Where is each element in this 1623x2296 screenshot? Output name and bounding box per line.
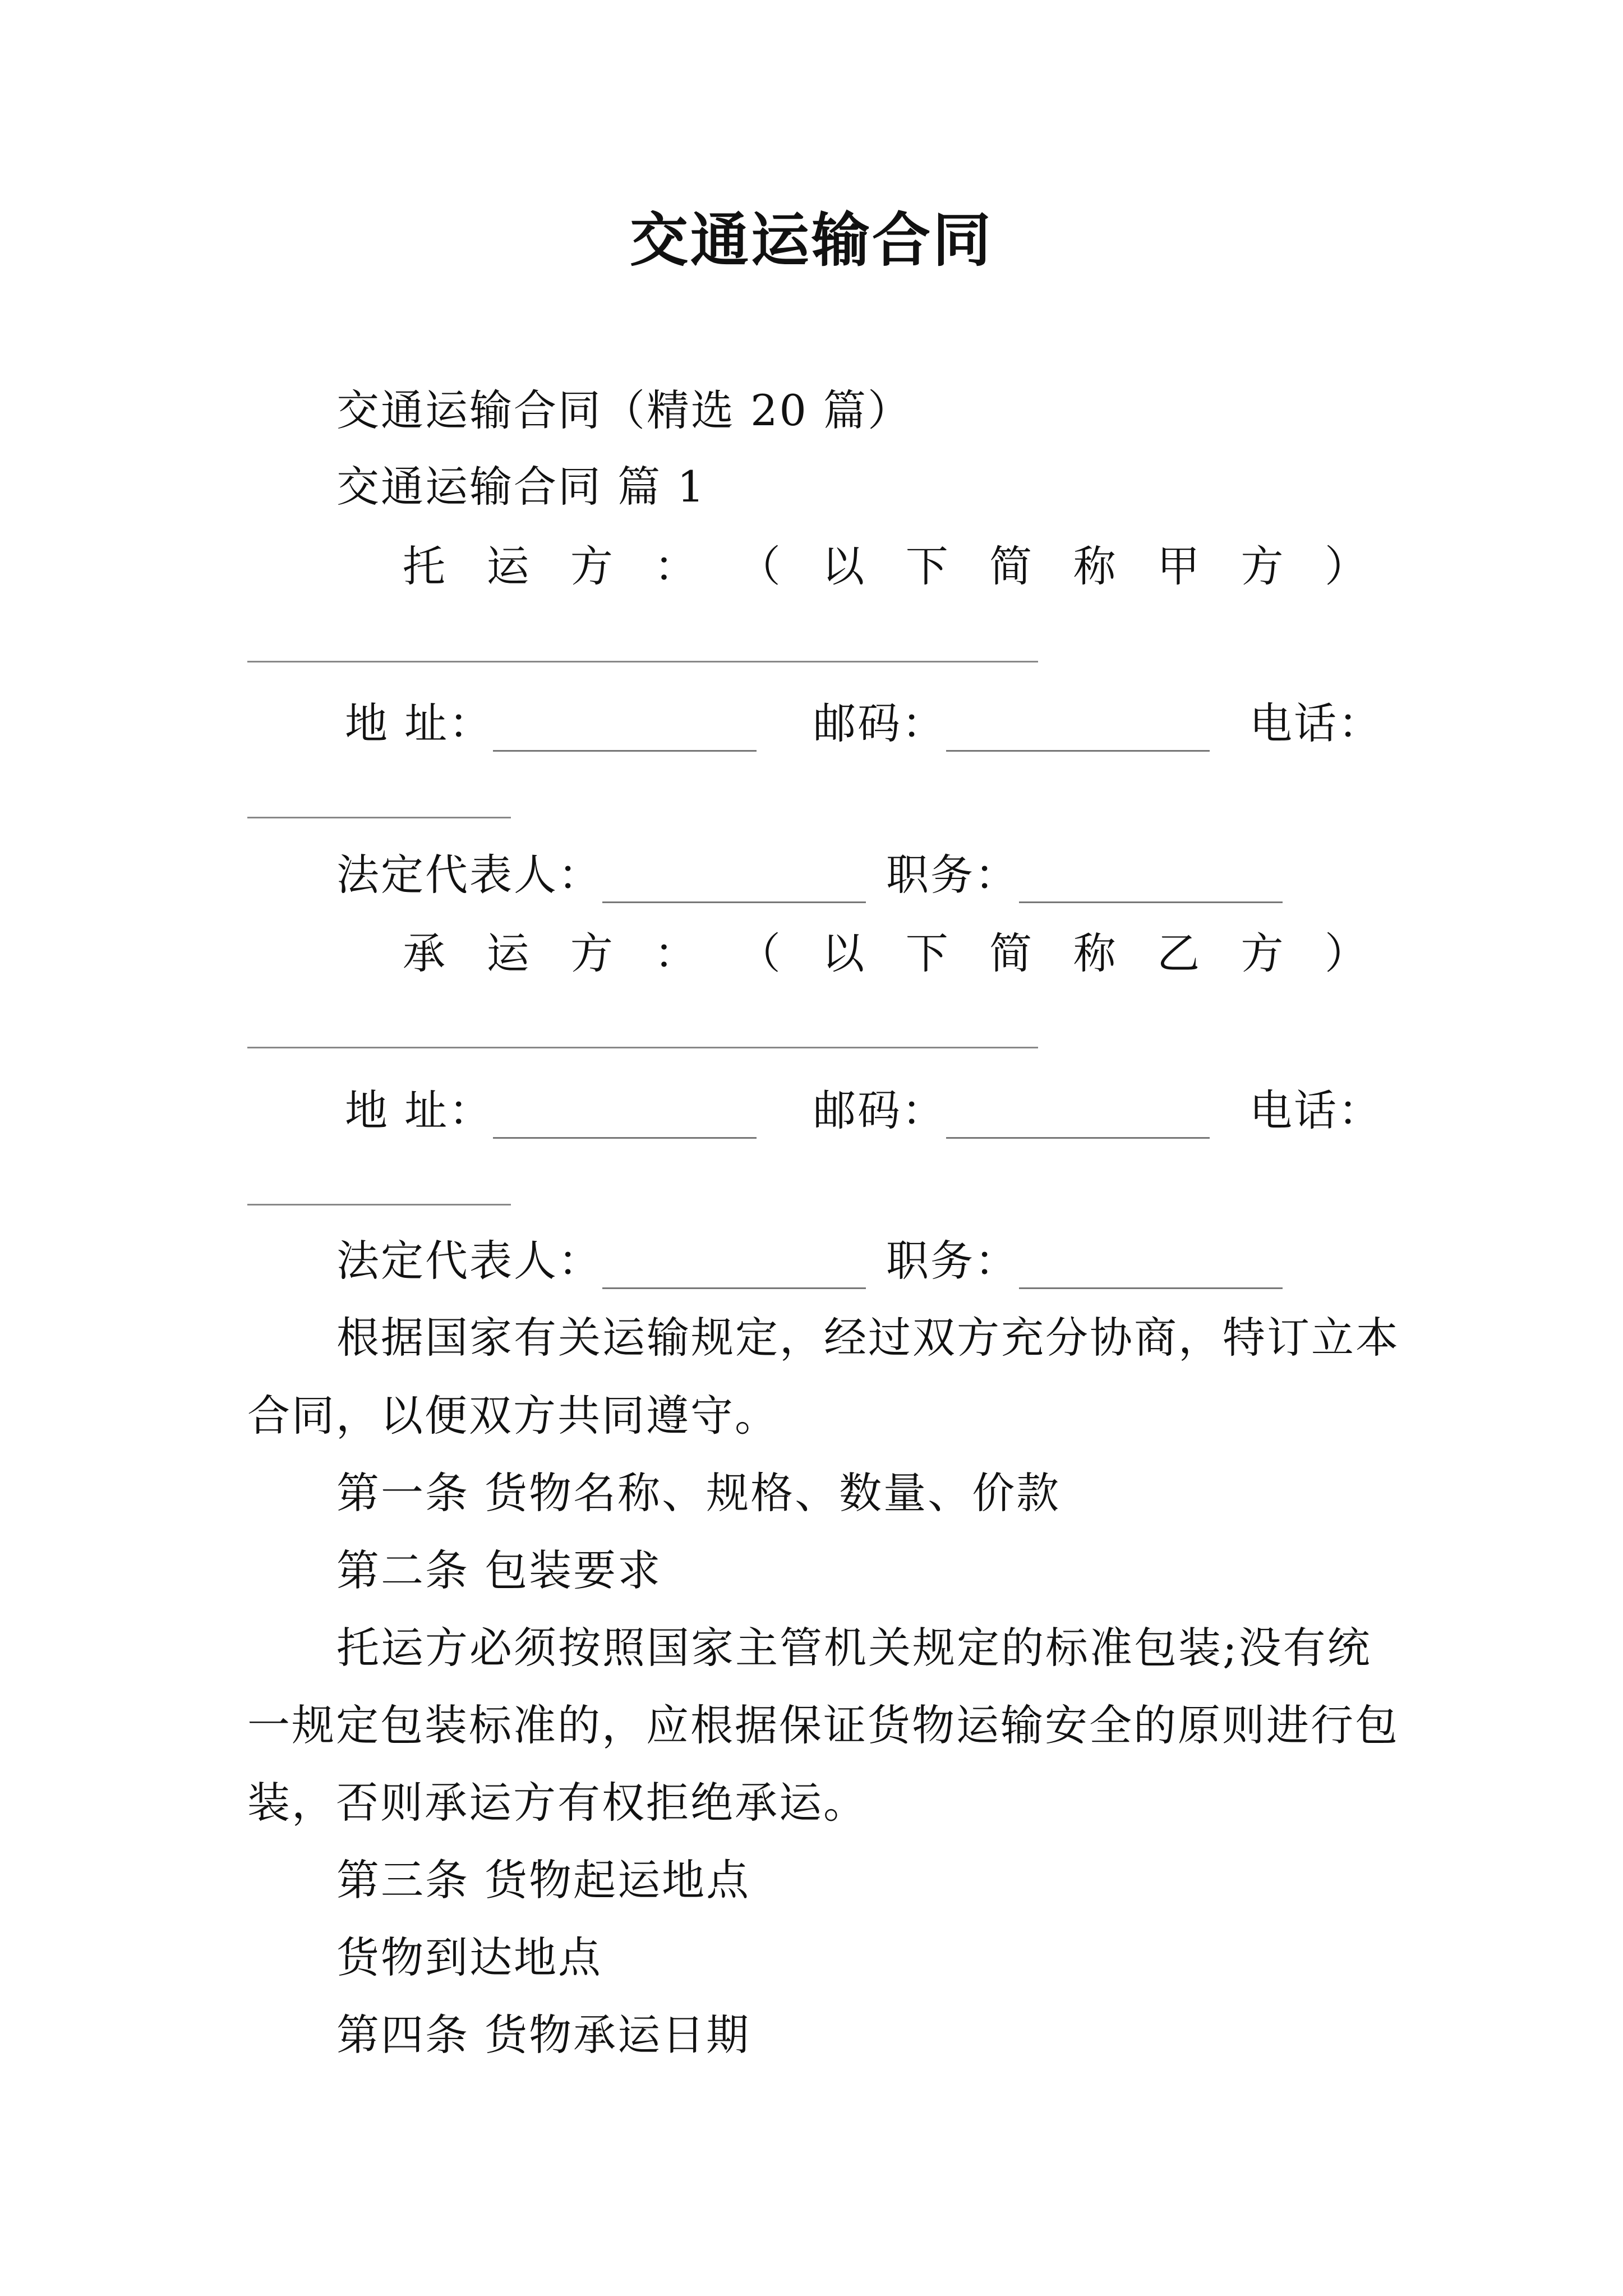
- subtitle: 交通运输合同（精选 20 篇）: [336, 385, 912, 435]
- consignor-phone-label: 电话：: [1249, 698, 1382, 748]
- consignor-char: 方: [1241, 541, 1284, 591]
- carrier-char: ）: [1324, 928, 1367, 978]
- consignor-char: 以: [822, 541, 865, 591]
- consignor-char: ）: [1324, 541, 1367, 591]
- legal-rep-label: 法定代表人：: [336, 1236, 602, 1286]
- legal-rep-blank: [602, 1248, 866, 1289]
- consignor-char: 简: [989, 541, 1032, 591]
- carrier-position-row: [886, 1233, 1283, 1289]
- position-blank: [1019, 862, 1283, 903]
- address-label: 地 址：: [345, 698, 494, 748]
- address-label: 地 址：: [345, 1085, 494, 1135]
- carrier-legal-rep-row: [336, 1233, 866, 1289]
- position-label: 职务：: [886, 1236, 1019, 1286]
- address-blank: [493, 711, 757, 752]
- postcode-label: 邮码：: [813, 698, 946, 748]
- consignor-char: 托: [403, 541, 445, 591]
- packing-line-3: 装，否则承运方有权拒绝承运。: [247, 1778, 868, 1828]
- carrier-char: 方: [1241, 928, 1284, 978]
- carrier-char: 乙: [1157, 928, 1200, 978]
- carrier-address-row: [345, 1083, 757, 1139]
- phone-blank: [247, 1204, 511, 1205]
- consignor-char: （: [737, 541, 781, 591]
- consignor-address-row: [345, 696, 757, 752]
- intro-line-2: 合同，以便双方共同遵守。: [247, 1391, 779, 1441]
- consignor-char: 运: [486, 541, 529, 591]
- phone-blank: [247, 817, 511, 818]
- intro-line-1: 根据国家有关运输规定，经过双方充分协商，特订立本: [336, 1313, 1400, 1363]
- carrier-char: 简: [989, 928, 1032, 978]
- packing-line-1: 托运方必须按照国家主管机关规定的标准包装;没有统: [336, 1623, 1372, 1673]
- postcode-label: 邮码：: [813, 1085, 946, 1135]
- consignor-char: 方: [570, 541, 613, 591]
- consignor-legal-rep-row: [336, 847, 866, 903]
- consignor-char: 称: [1073, 541, 1116, 591]
- carrier-char: 运: [486, 928, 529, 978]
- carrier-char: ：: [654, 928, 697, 978]
- destination-line: 货物到达地点: [336, 1932, 602, 1982]
- consignor-position-row: [886, 847, 1283, 903]
- consignor-name-blank: [247, 661, 1038, 662]
- carrier-name-blank: [247, 1047, 1038, 1048]
- legal-rep-label: 法定代表人：: [336, 850, 602, 900]
- article-4: 第四条 货物承运日期: [336, 2010, 751, 2060]
- carrier-char: 称: [1073, 928, 1116, 978]
- postcode-blank: [946, 711, 1210, 752]
- carrier-char: 承: [403, 928, 445, 978]
- document-title: 交通运输合同: [629, 205, 993, 274]
- article-1: 第一条 货物名称、规格、数量、价款: [336, 1468, 1061, 1518]
- postcode-blank: [946, 1098, 1210, 1139]
- consignor-line: [403, 539, 1367, 595]
- consignor-postcode-row: [813, 696, 1210, 752]
- legal-rep-blank: [602, 862, 866, 903]
- packing-line-2: 一规定包装标准的，应根据保证货物运输安全的原则进行包: [247, 1700, 1399, 1750]
- carrier-char: （: [737, 928, 781, 978]
- section-heading: 交通运输合同 篇 1: [336, 462, 706, 512]
- carrier-char: 以: [822, 928, 865, 978]
- consignor-char: ：: [654, 541, 697, 591]
- carrier-char: 下: [905, 928, 948, 978]
- carrier-phone-label: 电话：: [1249, 1085, 1382, 1135]
- article-3: 第三条 货物起运地点: [336, 1855, 751, 1905]
- position-label: 职务：: [886, 850, 1019, 900]
- carrier-line: [403, 926, 1367, 982]
- article-2: 第二条 包装要求: [336, 1545, 662, 1595]
- consignor-char: 甲: [1157, 541, 1200, 591]
- carrier-postcode-row: [813, 1083, 1210, 1139]
- consignor-char: 下: [905, 541, 948, 591]
- carrier-char: 方: [570, 928, 613, 978]
- position-blank: [1019, 1248, 1283, 1289]
- address-blank: [493, 1098, 757, 1139]
